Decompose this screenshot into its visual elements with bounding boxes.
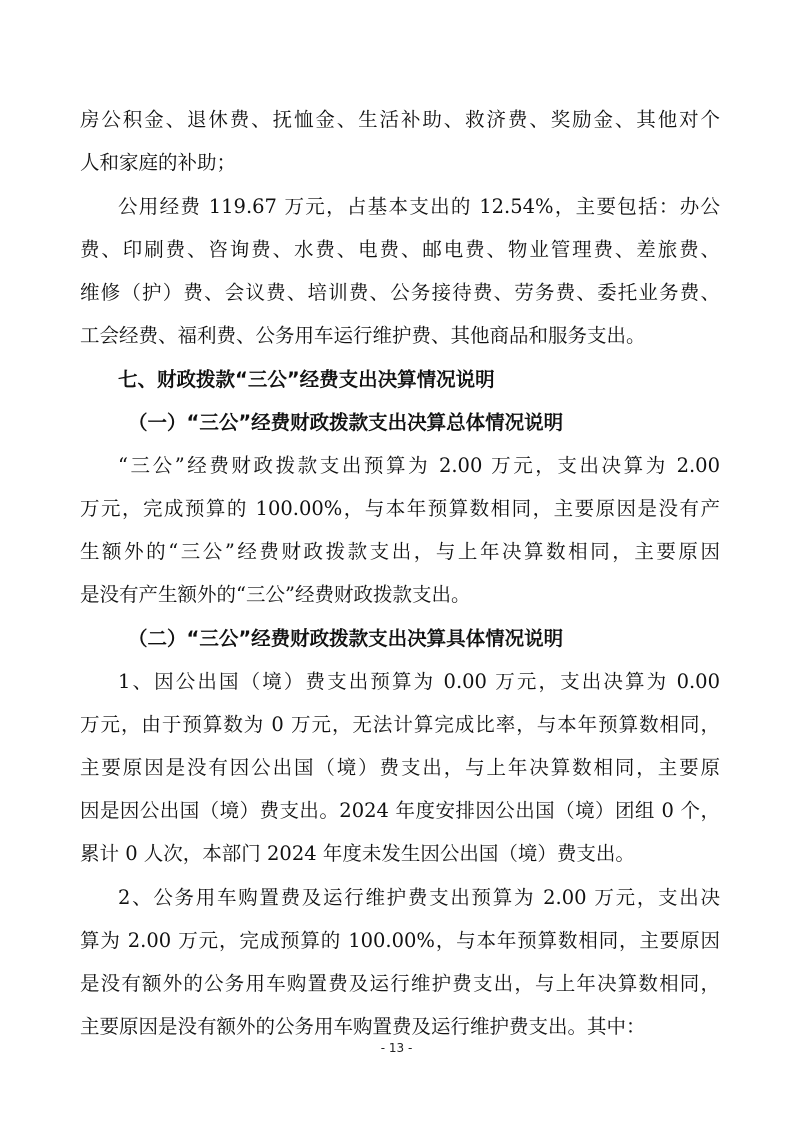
paragraph-line: 因是因公出国（境）费支出。2024 年度安排因公出国（境）团组 0 个，	[80, 799, 720, 822]
paragraph-line: 工会经费、福利费、公务用车运行维护费、其他商品和服务支出。	[80, 324, 646, 347]
paragraph-line: 算为 2.00 万元，完成预算的 100.00%，与本年预算数相同，主要原因	[80, 929, 720, 952]
section-heading: 七、财政拨款“三公”经费支出决算情况说明	[118, 368, 495, 391]
paragraph-line: 累计 0 人次，本部门 2024 年度未发生因公出国（境）费支出。	[80, 842, 635, 865]
paragraph-line: 公用经费 119.67 万元，占基本支出的 12.54%，主要包括：办公	[118, 195, 720, 218]
paragraph-line: 人和家庭的补助；	[80, 151, 237, 174]
paragraph-line: “三公”经费财政拨款支出预算为 2.00 万元，支出决算为 2.00	[118, 454, 720, 477]
paragraph-line: 主要原因是没有因公出国（境）费支出，与上年决算数相同，主要原	[80, 756, 720, 779]
paragraph-line: 是没有产生额外的“三公”经费财政拨款支出。	[80, 583, 471, 606]
paragraph-line: 2、公务用车购置费及运行维护费支出预算为 2.00 万元，支出决	[118, 886, 720, 909]
paragraph-line: 维修（护）费、会议费、培训费、公务接待费、劳务费、委托业务费、	[80, 281, 720, 304]
page-number: - 13 -	[380, 1041, 413, 1055]
paragraph-line: 万元，由于预算数为 0 万元，无法计算完成比率，与本年预算数相同，	[80, 713, 720, 736]
paragraph-line: 是没有额外的公务用车购置费及运行维护费支出，与上年决算数相同，	[80, 972, 720, 995]
paragraph-line: 万元，完成预算的 100.00%，与本年预算数相同，主要原因是没有产	[80, 497, 720, 520]
paragraph-line: 主要原因是没有额外的公务用车购置费及运行维护费支出。其中：	[80, 1015, 646, 1038]
paragraph-line: 1、因公出国（境）费支出预算为 0.00 万元，支出决算为 0.00	[118, 670, 720, 693]
subsection-heading: （二）“三公”经费财政拨款支出决算具体情况说明	[128, 627, 564, 650]
paragraph-line: 费、印刷费、咨询费、水费、电费、邮电费、物业管理费、差旅费、	[80, 238, 720, 261]
paragraph-line: 房公积金、退休费、抚恤金、生活补助、救济费、奖励金、其他对个	[80, 108, 720, 131]
subsection-heading: （一）“三公”经费财政拨款支出决算总体情况说明	[128, 411, 564, 434]
paragraph-line: 生额外的“三公”经费财政拨款支出，与上年决算数相同，主要原因	[80, 540, 720, 563]
